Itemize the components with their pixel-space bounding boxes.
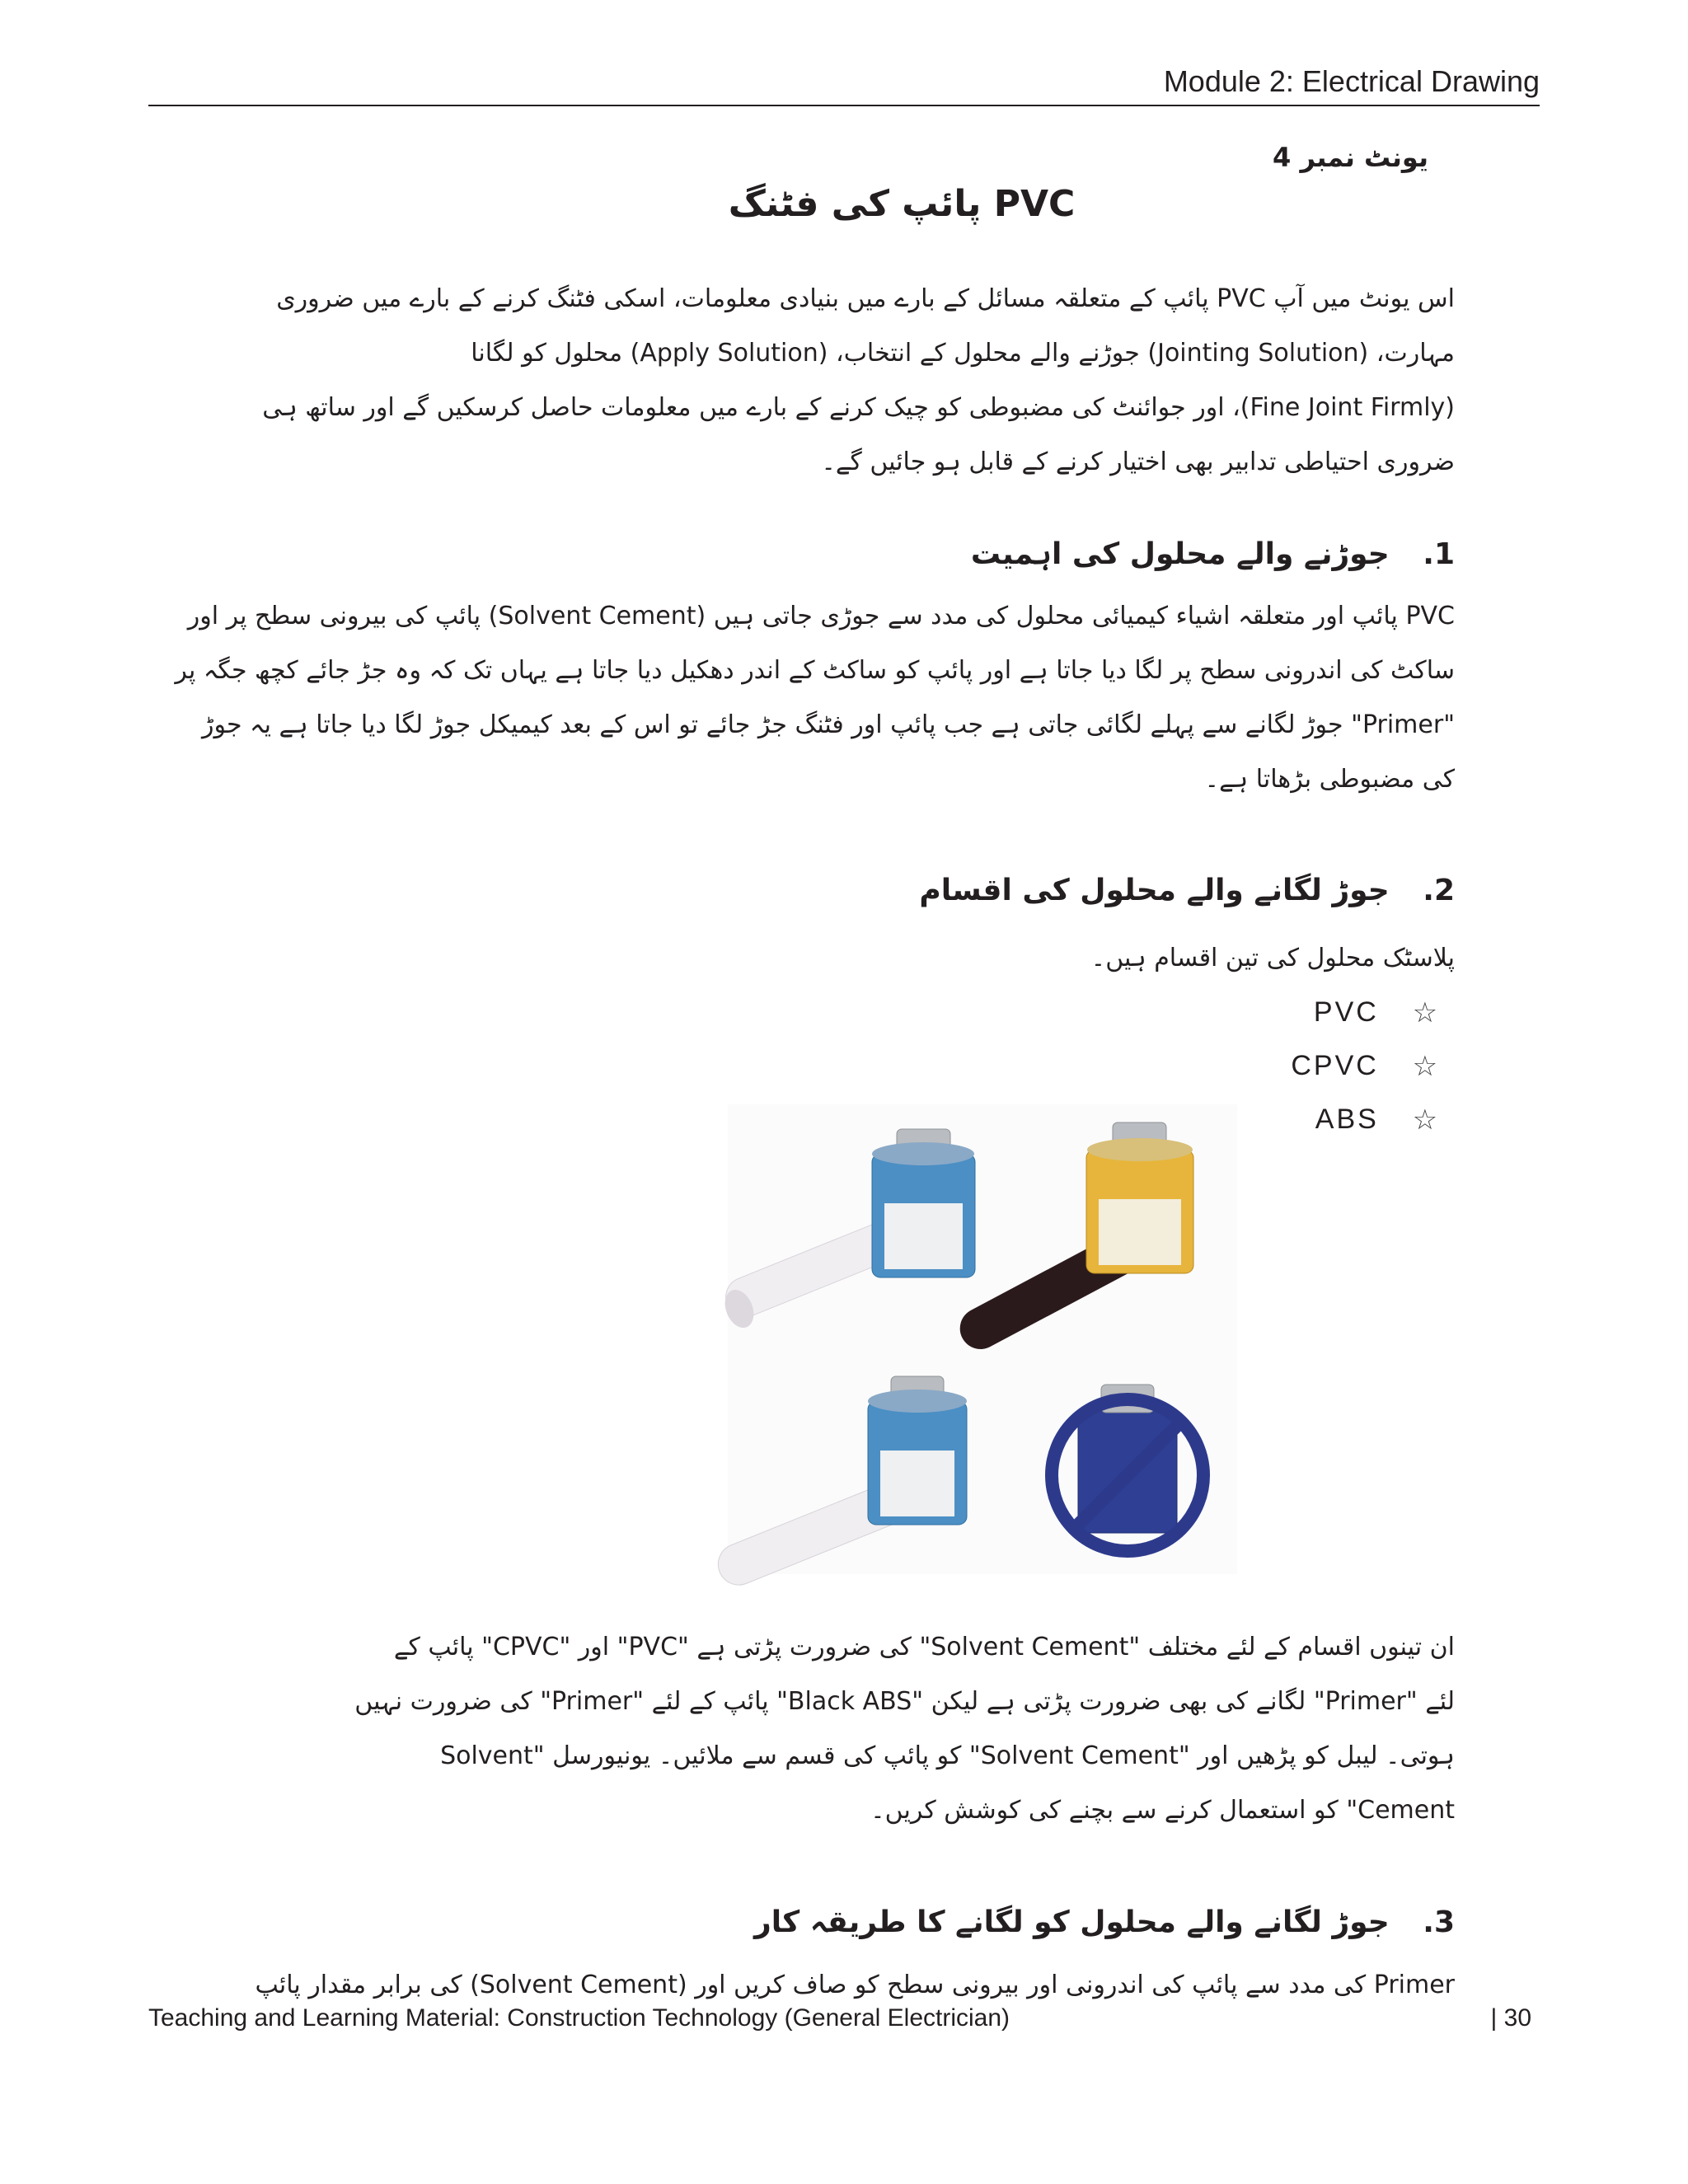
cpvc-cement-can-group: [712, 1376, 967, 1591]
section-2-line: Cement" کو استعمال کرنے سے بچنے کی کوشش کریں۔: [870, 1796, 1455, 1825]
header-title: Module 2: Electrical Drawing: [1163, 64, 1540, 98]
section-2-line: ان تینوں اقسام کے لئے مختلف "Solvent Cement" کی ضرورت پڑتی ہے "PVC" اور "CPVC" پائپ کے: [393, 1633, 1455, 1661]
cpvc-can-label: [880, 1451, 954, 1516]
section-2-line: ہوتی۔ لیبل کو پڑھیں اور "Solvent Cement" کو پائپ کی قسم سے ملائیں۔ یونیورسل "Solvent: [440, 1741, 1455, 1770]
section-2-heading: [919, 874, 1455, 907]
blue-can-label: [884, 1203, 963, 1269]
section-1-number: 1.: [1423, 537, 1455, 571]
section-3-title: جوڑ لگانے والے محلول کو لگانے کا طریقہ کار: [754, 1905, 1390, 1939]
section-3-line: Primer کی مدد سے پائپ کی اندرونی اور بیرونی سطح کو صاف کریں اور (Solvent Cement) کی برابر مقدار پائپ: [255, 1971, 1455, 1999]
star-icon: ☆: [1412, 1103, 1438, 1137]
intro-line: اس یونٹ میں آپ PVC پائپ کے متعلقہ مسائل کے بارے میں بنیادی معلومات، اسکی فٹنگ کرنے کے بارے میں ضروری: [276, 284, 1455, 313]
intro-line: (Fine Joint Firmly)، اور جوائنٹ کی مضبوطی کو چیک کرنے کے بارے میں معلومات حاصل کرسکیں گے اور ساتھ ہی: [262, 393, 1455, 422]
solvent-cement-photo: [728, 1104, 1237, 1574]
footer-title: Teaching and Learning Material: Construction Technology (General Electrician): [148, 2004, 1010, 2032]
section-1-line: کی مضبوطی بڑھاتا ہے۔: [1204, 765, 1455, 794]
abs-cement-can-group: [953, 1122, 1193, 1357]
section-2-paragraph: [354, 1620, 1455, 1838]
solvent-type-item: [1257, 1093, 1447, 1146]
header-rule: [148, 105, 1540, 106]
solvent-type-label: ABS: [1315, 1104, 1379, 1135]
intro-line: ضروری احتیاطی تدابیر بھی اختیار کرنے کے قابل ہو جائیں گے۔: [821, 448, 1455, 476]
solvent-type-label: CPVC: [1291, 1050, 1379, 1081]
blue-can-top: [872, 1142, 974, 1165]
section-2-title: جوڑ لگانے والے محلول کی اقسام: [919, 874, 1390, 907]
solvent-type-label: PVC: [1313, 996, 1379, 1028]
section-2-intro: پلاسٹک محلول کی تین اقسام ہیں۔: [1090, 944, 1455, 972]
intro-paragraph: [262, 272, 1455, 490]
yellow-can-label: [1099, 1199, 1181, 1265]
page-title: PVC پائپ کی فٹنگ: [728, 183, 1076, 225]
universal-cement-can-group: [1052, 1385, 1203, 1551]
section-1-title: جوڑنے والے محلول کی اہمیت: [970, 537, 1390, 571]
section-1-line: PVC پائپ اور متعلقہ اشیاء کیمیائی محلول کی مدد سے جوڑی جاتی ہیں (Solvent Cement) پائپ کی بیرونی سطح پر اور: [187, 602, 1455, 630]
section-1-line: ساکٹ کی اندرونی سطح پر لگا دیا جاتا ہے اور پائپ کو ساکٹ کے اندر دھکیل دیا جاتا ہے یہاں تک کہ وہ جڑ جائے کچھ جگہ پر: [175, 656, 1455, 685]
section-3-number: 3.: [1423, 1905, 1455, 1939]
section-1-paragraph: [175, 589, 1455, 807]
intro-line: مہارت، (Jointing Solution) جوڑنے والے محلول کے انتخاب، (Apply Solution) محلول کو لگانا: [471, 339, 1455, 368]
solvent-type-item: [1257, 1039, 1447, 1093]
section-1-line: "Primer" جوڑ لگانے سے پہلے لگائی جاتی ہے جب پائپ اور فٹنگ جڑ جائے تو اس کے بعد کیمیکل جوڑ لگا دیا جاتا ہے یہ جوڑ: [201, 710, 1455, 739]
section-2-line: لئے "Primer" لگانے کی بھی ضرورت پڑتی ہے لیکن "Black ABS" پائپ کے لئے "Primer" کی ضرورت نہیں: [354, 1687, 1455, 1716]
solvent-type-list: [1257, 986, 1447, 1146]
solvent-type-item: [1257, 986, 1447, 1039]
star-icon: ☆: [1412, 1049, 1438, 1083]
cpvc-can-top: [868, 1390, 967, 1413]
page-number: | 30: [1490, 2004, 1531, 2032]
star-icon: ☆: [1412, 996, 1438, 1029]
section-1-heading: [971, 537, 1455, 571]
section-2-number: 2.: [1423, 874, 1455, 907]
yellow-can-top: [1087, 1138, 1193, 1161]
section-3-heading: [754, 1905, 1455, 1939]
unit-label: یونٹ نمبر 4: [1273, 142, 1428, 173]
pvc-cement-can-group: [720, 1129, 975, 1332]
solvent-cans-illustration: [728, 1104, 1237, 1574]
